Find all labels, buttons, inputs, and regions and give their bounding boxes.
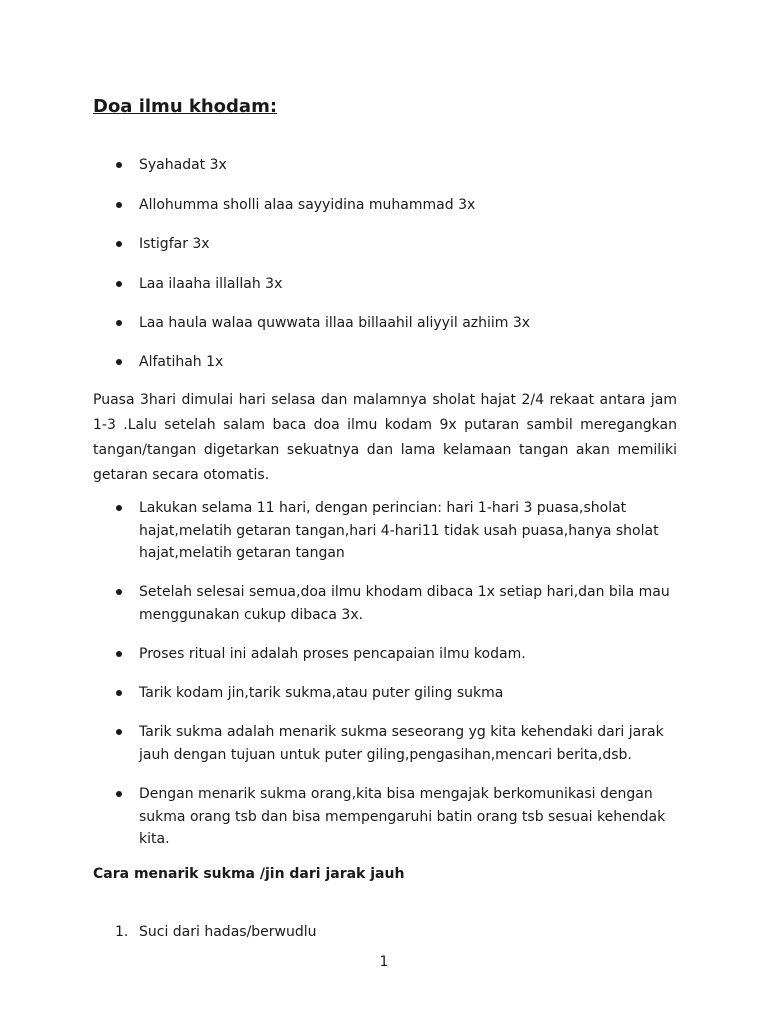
- steps-list-item: [115, 921, 679, 944]
- step-text: Suci dari hadas/berwudlu: [139, 924, 317, 940]
- doa-list-item: Allohumma sholli alaa sayyidina muhammad 3x: [139, 194, 679, 217]
- notes-list-item: Tarik sukma adalah menarik sukma seseorang yg kita kehendaki dari jarak jauh dengan tujuan untuk puter giling,pengasihan,mencari berita,dsb.: [139, 721, 679, 766]
- notes-list-item: Proses ritual ini adalah proses pencapaian ilmu kodam.: [139, 643, 679, 666]
- notes-list-item: Setelah selesai semua,doa ilmu khodam dibaca 1x setiap hari,dan bila mau menggunakan cukup dibaca 3x.: [139, 581, 679, 626]
- step-number: 1.: [115, 924, 129, 940]
- doa-list-item: Laa ilaaha illallah 3x: [139, 273, 679, 296]
- notes-list-item: Dengan menarik sukma orang,kita bisa mengajak berkomunikasi dengan sukma orang tsb dan bisa mempengaruhi batin orang tsb sesuai kehendak kita.: [139, 783, 679, 851]
- document-title: Doa ilmu khodam:: [93, 96, 278, 117]
- page-number: 1: [379, 954, 389, 970]
- doa-list-item: Istigfar 3x: [139, 233, 679, 256]
- doa-list-item: Syahadat 3x: [139, 154, 679, 177]
- doa-list-item: Laa haula walaa quwwata illaa billaahil aliyyil azhiim 3x: [139, 312, 679, 335]
- doa-list-item: Alfatihah 1x: [139, 351, 679, 374]
- instruction-paragraph: Puasa 3hari dimulai hari selasa dan malamnya sholat hajat 2/4 rekaat antara jam 1-3 .Lalu setelah salam baca doa ilmu kodam 9x putaran sambil meregangkan tangan/tangan digetarkan sekuatnya dan lama kelamaan tangan akan memiliki getaran secara otomatis.: [93, 392, 677, 483]
- notes-list-item: Tarik kodam jin,tarik sukma,atau puter giling sukma: [139, 682, 679, 705]
- section-subheading: Cara menarik sukma /jin dari jarak jauh: [93, 866, 405, 882]
- notes-list-item: Lakukan selama 11 hari, dengan perincian: hari 1-hari 3 puasa,sholat hajat,melatih getaran tangan,hari 4-hari11 tidak usah puasa,hanya sholat hajat,melatih getaran tangan: [139, 497, 679, 565]
